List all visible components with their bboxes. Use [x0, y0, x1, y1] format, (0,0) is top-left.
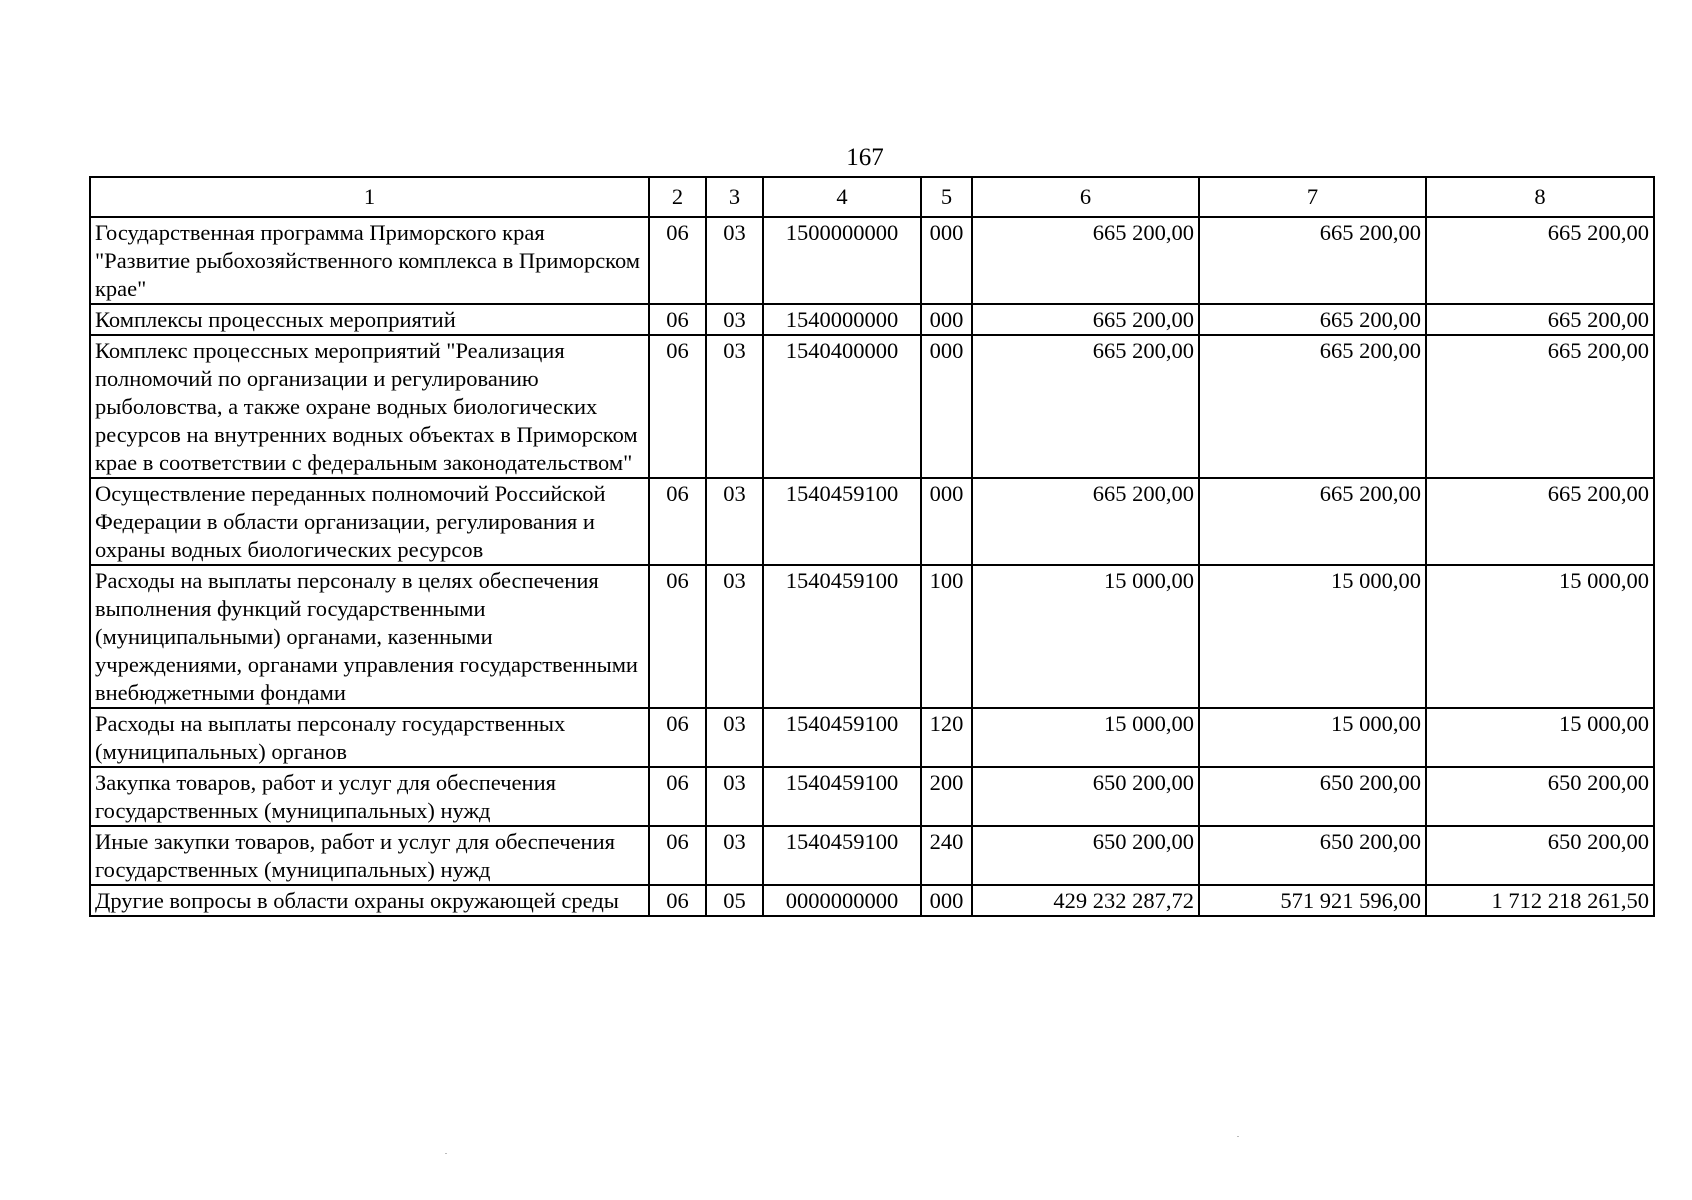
amount-col-8: 15 000,00	[1426, 565, 1654, 708]
row-name: Другие вопросы в области охраны окружающей среды	[90, 885, 649, 916]
section-code: 06	[649, 885, 706, 916]
subsection-code: 03	[706, 767, 763, 826]
amount-col-8: 665 200,00	[1426, 335, 1654, 478]
section-code: 06	[649, 335, 706, 478]
column-header-2: 2	[649, 177, 706, 217]
expense-type-code: 000	[921, 217, 972, 304]
target-article-code: 1540459100	[763, 767, 921, 826]
table-row	[90, 885, 1654, 916]
subsection-code: 03	[706, 708, 763, 767]
expense-type-code: 100	[921, 565, 972, 708]
target-article-code: 1540000000	[763, 304, 921, 335]
section-code: 06	[649, 708, 706, 767]
section-code: 06	[649, 826, 706, 885]
row-name: Комплексы процессных мероприятий	[90, 304, 649, 335]
column-header-4: 4	[763, 177, 921, 217]
expense-type-code: 240	[921, 826, 972, 885]
amount-col-8: 665 200,00	[1426, 478, 1654, 565]
column-header-8: 8	[1426, 177, 1654, 217]
row-name: Иные закупки товаров, работ и услуг для обеспечения государственных (муниципальных) нужд	[90, 826, 649, 885]
expense-type-code: 000	[921, 304, 972, 335]
amount-col-6: 650 200,00	[972, 767, 1199, 826]
amount-col-6: 665 200,00	[972, 478, 1199, 565]
column-header-1: 1	[90, 177, 649, 217]
amount-col-8: 15 000,00	[1426, 708, 1654, 767]
target-article-code: 1540459100	[763, 708, 921, 767]
target-article-code: 0000000000	[763, 885, 921, 916]
subsection-code: 03	[706, 335, 763, 478]
amount-col-7: 15 000,00	[1199, 708, 1426, 767]
table-row	[90, 478, 1654, 565]
subsection-code: 03	[706, 304, 763, 335]
amount-col-8: 1 712 218 261,50	[1426, 885, 1654, 916]
section-code: 06	[649, 217, 706, 304]
section-code: 06	[649, 767, 706, 826]
amount-col-7: 665 200,00	[1199, 304, 1426, 335]
table-header	[90, 177, 1654, 217]
scan-speck	[445, 1153, 447, 1154]
budget-table	[89, 176, 1655, 917]
amount-col-7: 650 200,00	[1199, 826, 1426, 885]
amount-col-6: 15 000,00	[972, 565, 1199, 708]
amount-col-6: 15 000,00	[972, 708, 1199, 767]
section-code: 06	[649, 565, 706, 708]
amount-col-7: 650 200,00	[1199, 767, 1426, 826]
amount-col-7: 571 921 596,00	[1199, 885, 1426, 916]
expense-type-code: 200	[921, 767, 972, 826]
subsection-code: 03	[706, 217, 763, 304]
scan-speck	[1237, 1136, 1239, 1137]
row-name: Комплекс процессных мероприятий "Реализация полномочий по организации и регулированию рыболовства, а также охране водных биологических ресурсов на внутренних водных объектах в Приморском крае в соответствии с федеральным законодательством"	[90, 335, 649, 478]
table-row	[90, 565, 1654, 708]
column-header-7: 7	[1199, 177, 1426, 217]
section-code: 06	[649, 478, 706, 565]
expense-type-code: 000	[921, 478, 972, 565]
amount-col-6: 665 200,00	[972, 304, 1199, 335]
column-header-5: 5	[921, 177, 972, 217]
subsection-code: 03	[706, 565, 763, 708]
table-row	[90, 767, 1654, 826]
row-name: Закупка товаров, работ и услуг для обеспечения государственных (муниципальных) нужд	[90, 767, 649, 826]
amount-col-7: 15 000,00	[1199, 565, 1426, 708]
subsection-code: 05	[706, 885, 763, 916]
row-name: Государственная программа Приморского края "Развитие рыбохозяйственного комплекса в Приморском крае"	[90, 217, 649, 304]
header-row	[90, 177, 1654, 217]
expense-type-code: 120	[921, 708, 972, 767]
amount-col-6: 650 200,00	[972, 826, 1199, 885]
subsection-code: 03	[706, 478, 763, 565]
row-name: Расходы на выплаты персоналу государственных (муниципальных) органов	[90, 708, 649, 767]
amount-col-8: 650 200,00	[1426, 767, 1654, 826]
column-header-3: 3	[706, 177, 763, 217]
amount-col-8: 665 200,00	[1426, 304, 1654, 335]
amount-col-8: 665 200,00	[1426, 217, 1654, 304]
row-name: Расходы на выплаты персоналу в целях обеспечения выполнения функций государственными (муниципальными) органами, казенными учреждениями, органами управления государственными внебюджетными фондами	[90, 565, 649, 708]
amount-col-7: 665 200,00	[1199, 478, 1426, 565]
target-article-code: 1500000000	[763, 217, 921, 304]
target-article-code: 1540459100	[763, 826, 921, 885]
target-article-code: 1540400000	[763, 335, 921, 478]
page-number: 167	[846, 144, 884, 171]
column-header-6: 6	[972, 177, 1199, 217]
amount-col-7: 665 200,00	[1199, 335, 1426, 478]
target-article-code: 1540459100	[763, 565, 921, 708]
row-name: Осуществление переданных полномочий Российской Федерации в области организации, регулирования и охраны водных биологических ресурсов	[90, 478, 649, 565]
table-row	[90, 708, 1654, 767]
section-code: 06	[649, 304, 706, 335]
table-row	[90, 304, 1654, 335]
table-row	[90, 335, 1654, 478]
table-row	[90, 217, 1654, 304]
amount-col-8: 650 200,00	[1426, 826, 1654, 885]
table-body	[90, 217, 1654, 916]
table-row	[90, 826, 1654, 885]
subsection-code: 03	[706, 826, 763, 885]
amount-col-6: 665 200,00	[972, 217, 1199, 304]
amount-col-6: 665 200,00	[972, 335, 1199, 478]
amount-col-6: 429 232 287,72	[972, 885, 1199, 916]
target-article-code: 1540459100	[763, 478, 921, 565]
amount-col-7: 665 200,00	[1199, 217, 1426, 304]
expense-type-code: 000	[921, 335, 972, 478]
expense-type-code: 000	[921, 885, 972, 916]
